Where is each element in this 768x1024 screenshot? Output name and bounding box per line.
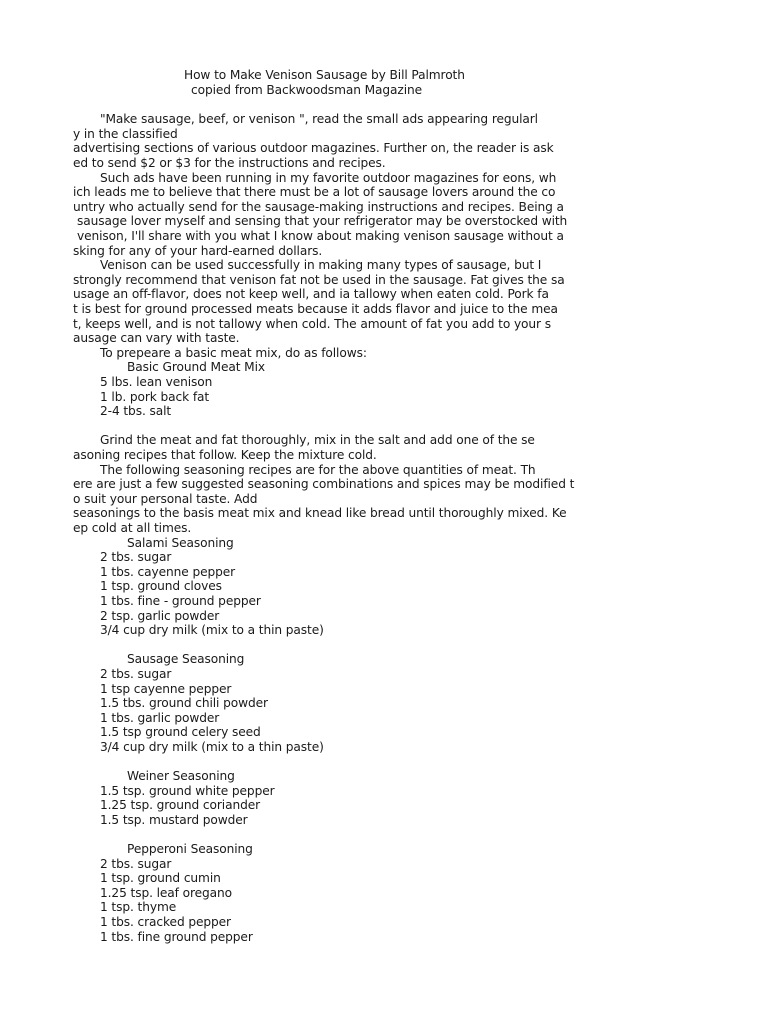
ingredient-line: 1 tbs. garlic powder [100,711,220,725]
body-line: y in the classified [73,127,178,141]
body-line: venison, I'll share with you what I know about making venison sausage without a [77,229,564,243]
ingredient-line: 1.5 tsp. mustard powder [100,813,248,827]
body-line: ed to send $2 or $3 for the instructions and recipes. [73,156,386,170]
body-line: ausage can vary with taste. [73,331,240,345]
ingredient-line: 1 tsp. thyme [100,900,177,914]
body-line: Such ads have been running in my favorite outdoor magazines for eons, wh [100,171,557,185]
body-line: sking for any of your hard-earned dollars. [73,244,323,258]
ingredient-line: 3/4 cup dry milk (mix to a thin paste) [100,623,324,637]
body-line: o suit your personal taste. Add [73,492,258,506]
ingredient-line: 1.5 tsp. ground white pepper [100,784,275,798]
section-heading: Pepperoni Seasoning [127,842,253,856]
body-line: Venison can be used successfully in making many types of sausage, but I [100,258,542,272]
body-line: ich leads me to believe that there must be a lot of sausage lovers around the co [73,185,556,199]
body-line: sausage lover myself and sensing that your refrigerator may be overstocked with [77,214,568,228]
body-line: The following seasoning recipes are for the above quantities of meat. Th [100,463,536,477]
body-line: Grind the meat and fat thoroughly, mix in the salt and add one of the se [100,433,535,447]
body-line: seasonings to the basis meat mix and knead like bread until thoroughly mixed. Ke [73,506,567,520]
document-title: How to Make Venison Sausage by Bill Palmroth [184,68,465,82]
ingredient-line: 3/4 cup dry milk (mix to a thin paste) [100,740,324,754]
ingredient-line: 1.5 tsp ground celery seed [100,725,261,739]
section-heading: Sausage Seasoning [127,652,245,666]
section-heading: Weiner Seasoning [127,769,235,783]
body-line: advertising sections of various outdoor magazines. Further on, the reader is ask [73,141,554,155]
ingredient-line: 2 tbs. sugar [100,550,172,564]
body-line: t, keeps well, and is not tallowy when cold. The amount of fat you add to your s [73,317,551,331]
section-heading: Salami Seasoning [127,536,234,550]
ingredient-line: 1 tbs. cracked pepper [100,915,231,929]
body-line: untry who actually send for the sausage-making instructions and recipes. Being a [73,200,564,214]
ingredient-line: 2-4 tbs. salt [100,404,172,418]
body-line: "Make sausage, beef, or venison ", read the small ads appearing regularl [100,112,538,126]
ingredient-line: 1 tsp cayenne pepper [100,682,232,696]
ingredient-line: 1 tbs. fine ground pepper [100,930,253,944]
ingredient-line: 1 tsp. ground cumin [100,871,221,885]
document-subtitle: copied from Backwoodsman Magazine [191,83,423,97]
section-heading: Basic Ground Meat Mix [127,360,265,374]
body-line: t is best for ground processed meats because it adds flavor and juice to the mea [73,302,558,316]
ingredient-line: 2 tbs. sugar [100,857,172,871]
ingredient-line: 1.25 tsp. ground coriander [100,798,261,812]
body-line: ep cold at all times. [73,521,192,535]
ingredient-line: 2 tsp. garlic powder [100,609,220,623]
ingredient-line: 1 tsp. ground cloves [100,579,222,593]
body-line: strongly recommend that venison fat not be used in the sausage. Fat gives the sa [73,273,565,287]
body-line: ere are just a few suggested seasoning combinations and spices may be modified t [73,477,575,491]
ingredient-line: 5 lbs. lean venison [100,375,213,389]
body-line: asoning recipes that follow. Keep the mixture cold. [73,448,377,462]
ingredient-line: 1 tbs. cayenne pepper [100,565,236,579]
ingredient-line: 1 tbs. fine - ground pepper [100,594,261,608]
ingredient-line: 1.5 tbs. ground chili powder [100,696,268,710]
ingredient-line: 1 lb. pork back fat [100,390,210,404]
ingredient-line: 1.25 tsp. leaf oregano [100,886,233,900]
body-line: usage an off-flavor, does not keep well, and ia tallowy when eaten cold. Pork fa [73,287,549,301]
ingredient-line: 2 tbs. sugar [100,667,172,681]
body-line: To prepeare a basic meat mix, do as follows: [100,346,367,360]
